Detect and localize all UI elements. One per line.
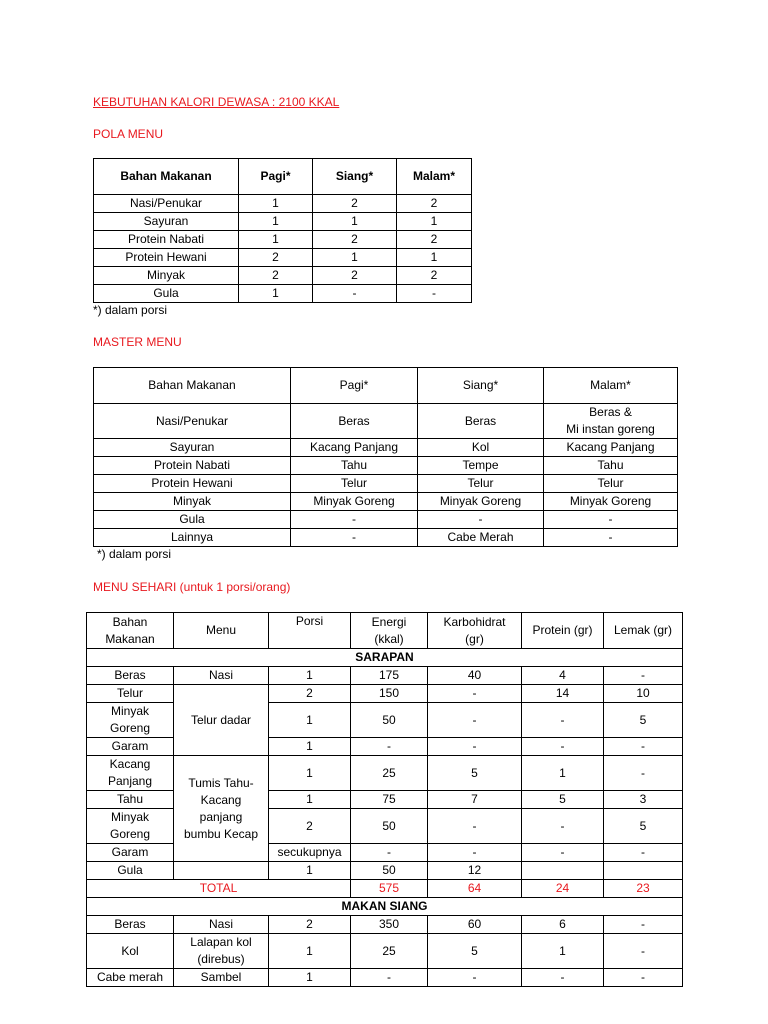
table-cell: 25 (351, 756, 428, 791)
table-cell: Tahu (291, 457, 418, 475)
calorie-heading: KEBUTUHAN KALORI DEWASA : 2100 KKAL (93, 95, 340, 109)
table-cell: 1 (269, 738, 351, 756)
table-cell: - (418, 511, 544, 529)
table-cell: 2 (313, 231, 397, 249)
header-cell: Siang* (313, 159, 397, 195)
table-cell: 5 (428, 756, 522, 791)
table-cell: Minyak Goreng (291, 493, 418, 511)
table-cell: - (522, 703, 604, 738)
table-cell: - (291, 529, 418, 547)
table-cell (87, 809, 174, 844)
table-cell: Minyak (94, 267, 239, 285)
table-cell: 1 (522, 934, 604, 969)
table-cell: - (428, 703, 522, 738)
cell-line: Panjang (107, 774, 153, 788)
header-line: (kkal) (374, 631, 404, 646)
table-row (94, 285, 472, 303)
table-cell: 50 (351, 809, 428, 844)
table-cell: 60 (428, 916, 522, 934)
header-cell: Menu (174, 613, 269, 649)
table-cell: 1 (522, 756, 604, 791)
table-cell: - (313, 285, 397, 303)
table-cell: 2 (397, 231, 472, 249)
table-cell: 2 (313, 195, 397, 213)
table-cell: Nasi/Penukar (94, 404, 291, 439)
table-cell: - (291, 511, 418, 529)
table-cell: Protein Nabati (94, 457, 291, 475)
menu-line: panjang (199, 809, 243, 824)
table-cell: Kacang Panjang (291, 439, 418, 457)
table-row (94, 404, 678, 439)
table-cell: Sayuran (94, 439, 291, 457)
table-cell: 75 (351, 791, 428, 809)
cell-line: Mi instan goreng (566, 422, 655, 436)
table-cell: - (604, 738, 683, 756)
table-cell: Tahu (544, 457, 678, 475)
table-cell: Tempe (418, 457, 544, 475)
header-cell: Lemak (gr) (604, 613, 683, 649)
header-cell: Malam* (544, 368, 678, 404)
header-cell: Pagi* (239, 159, 313, 195)
table-cell: - (428, 969, 522, 987)
menu-line: (direbus) (197, 952, 245, 966)
table-cell: - (604, 667, 683, 685)
table-cell: 1 (239, 213, 313, 231)
header-cell: Pagi* (291, 368, 418, 404)
pola-menu-heading: POLA MENU (93, 127, 164, 141)
table-cell: 1 (239, 231, 313, 249)
table-cell: Minyak Goreng (418, 493, 544, 511)
table-row (94, 267, 472, 285)
table-cell: 1 (239, 195, 313, 213)
menu-line: Lalapan kol (190, 935, 252, 949)
table-row (94, 457, 678, 475)
header-cell: Protein (gr) (522, 613, 604, 649)
table-row (87, 862, 683, 880)
table-cell: Kol (87, 934, 174, 969)
table-cell: - (604, 934, 683, 969)
header-cell: Siang* (418, 368, 544, 404)
table-row (87, 667, 683, 685)
table-row (94, 493, 678, 511)
header-line: Energi (371, 614, 407, 629)
table-cell: 2 (269, 685, 351, 703)
table-row (94, 195, 472, 213)
table-cell: 1 (397, 213, 472, 231)
pola-menu-table (93, 158, 472, 303)
menu-sehari-heading: MENU SEHARI (untuk 1 porsi/orang) (93, 580, 291, 594)
section-label-sarapan: SARAPAN (87, 649, 683, 667)
table-cell: - (544, 529, 678, 547)
table-cell: Tahu (87, 791, 174, 809)
header-cell: Bahan Makanan (94, 159, 239, 195)
table-cell: 5 (604, 703, 683, 738)
menu-line: bumbu Kecap (183, 826, 259, 841)
table-cell: Gula (87, 862, 174, 880)
table-cell: - (604, 969, 683, 987)
header-line: Makanan (105, 631, 155, 646)
table-cell: 5 (428, 934, 522, 969)
table-cell: 6 (522, 916, 604, 934)
table-cell: Kacang Panjang (544, 439, 678, 457)
table-cell: 7 (428, 791, 522, 809)
table-cell: Garam (87, 844, 174, 862)
table-cell: 5 (604, 809, 683, 844)
table-header-row (94, 368, 678, 404)
table-cell: 3 (604, 791, 683, 809)
cell-line: Kacang (109, 757, 151, 771)
table-cell: - (604, 756, 683, 791)
table-cell: - (351, 844, 428, 862)
table-cell: - (522, 969, 604, 987)
table-cell: - (428, 738, 522, 756)
table-cell (87, 703, 174, 738)
table-cell: 1 (269, 969, 351, 987)
table-row (87, 916, 683, 934)
section-row (87, 898, 683, 916)
table-cell: 1 (269, 791, 351, 809)
table-cell: Cabe Merah (418, 529, 544, 547)
table-cell: 4 (522, 667, 604, 685)
table-cell: 1 (313, 249, 397, 267)
table-cell: 1 (239, 285, 313, 303)
table-cell: 25 (351, 934, 428, 969)
table-header-row (94, 159, 472, 195)
cell-line: Goreng (109, 721, 151, 735)
cell-line: Beras & (589, 405, 632, 419)
table-cell (87, 756, 174, 791)
header-line: Bahan (112, 614, 148, 629)
table-cell: 2 (239, 249, 313, 267)
menu-cell (174, 756, 269, 862)
table-cell: 1 (269, 934, 351, 969)
table-cell: 2 (397, 195, 472, 213)
total-energi: 575 (351, 880, 428, 898)
table-cell: Garam (87, 738, 174, 756)
table-cell: 1 (269, 756, 351, 791)
menu-line: Tumis Tahu- (188, 775, 254, 790)
table-cell: Nasi/Penukar (94, 195, 239, 213)
table-cell (604, 862, 683, 880)
table-row (94, 249, 472, 267)
table-cell: 2 (239, 267, 313, 285)
table-cell: Protein Hewani (94, 475, 291, 493)
table-cell: Gula (94, 285, 239, 303)
cell-line: Minyak (110, 704, 149, 718)
table-cell: secukupnya (269, 844, 351, 862)
table-row (87, 756, 683, 791)
table-cell: Beras (418, 404, 544, 439)
table-cell: Beras (291, 404, 418, 439)
table-cell: 2 (269, 809, 351, 844)
master-menu-table (93, 367, 678, 547)
header-cell (351, 613, 428, 649)
table-cell: Telur (418, 475, 544, 493)
total-protein: 24 (522, 880, 604, 898)
master-footnote: *) dalam porsi (97, 547, 172, 561)
table-cell: - (397, 285, 472, 303)
header-cell (428, 613, 522, 649)
menu-cell: Nasi (174, 916, 269, 934)
table-cell: 50 (351, 862, 428, 880)
table-cell: - (522, 738, 604, 756)
header-cell: Malam* (397, 159, 472, 195)
table-cell: - (428, 809, 522, 844)
menu-cell: Telur dadar (174, 685, 269, 756)
table-header-row (87, 613, 683, 649)
cell-line: Minyak (110, 810, 149, 824)
menu-cell (174, 862, 269, 880)
table-cell: 2 (269, 916, 351, 934)
cell-line: Goreng (109, 827, 151, 841)
table-cell: 1 (269, 862, 351, 880)
table-cell: Protein Nabati (94, 231, 239, 249)
table-cell: 350 (351, 916, 428, 934)
section-label-makan-siang: MAKAN SIANG (87, 898, 683, 916)
total-karbo: 64 (428, 880, 522, 898)
table-cell: Kol (418, 439, 544, 457)
table-row (94, 475, 678, 493)
table-cell: 40 (428, 667, 522, 685)
table-cell: Telur (87, 685, 174, 703)
header-line: (gr) (465, 631, 484, 646)
table-row (94, 529, 678, 547)
table-cell: Sayuran (94, 213, 239, 231)
menu-sehari-table (86, 612, 683, 987)
menu-line: Kacang (200, 792, 242, 807)
table-cell: 1 (269, 667, 351, 685)
table-cell: - (544, 511, 678, 529)
table-cell: - (351, 969, 428, 987)
table-row (87, 934, 683, 969)
table-cell: 14 (522, 685, 604, 703)
table-row (94, 511, 678, 529)
table-row (87, 685, 683, 703)
section-row (87, 649, 683, 667)
table-cell: 50 (351, 703, 428, 738)
table-cell: 1 (269, 703, 351, 738)
table-cell: Telur (544, 475, 678, 493)
table-cell: 10 (604, 685, 683, 703)
table-cell: Gula (94, 511, 291, 529)
master-menu-heading: MASTER MENU (93, 335, 182, 349)
table-row (87, 969, 683, 987)
table-cell: 2 (313, 267, 397, 285)
table-cell (522, 862, 604, 880)
table-cell: 150 (351, 685, 428, 703)
table-row (94, 439, 678, 457)
table-cell: - (428, 844, 522, 862)
total-lemak: 23 (604, 880, 683, 898)
header-line: Karbohidrat (443, 614, 506, 629)
table-cell: Minyak (94, 493, 291, 511)
table-cell: 1 (397, 249, 472, 267)
table-cell: - (604, 844, 683, 862)
menu-cell (174, 934, 269, 969)
header-cell (87, 613, 174, 649)
total-label: TOTAL (87, 880, 351, 898)
header-cell: Bahan Makanan (94, 368, 291, 404)
table-cell: 175 (351, 667, 428, 685)
table-row (94, 213, 472, 231)
table-cell: 12 (428, 862, 522, 880)
table-cell: - (522, 809, 604, 844)
table-cell: Beras (87, 667, 174, 685)
header-cell: Porsi (269, 613, 351, 649)
menu-cell: Nasi (174, 667, 269, 685)
table-cell (544, 404, 678, 439)
table-cell: Telur (291, 475, 418, 493)
pola-footnote: *) dalam porsi (93, 303, 168, 317)
table-cell: Protein Hewani (94, 249, 239, 267)
table-cell: - (351, 738, 428, 756)
table-row (94, 231, 472, 249)
table-cell: 5 (522, 791, 604, 809)
table-cell: Lainnya (94, 529, 291, 547)
table-cell: - (522, 844, 604, 862)
table-cell: Minyak Goreng (544, 493, 678, 511)
menu-cell: Sambel (174, 969, 269, 987)
table-cell: 1 (313, 213, 397, 231)
table-cell: Beras (87, 916, 174, 934)
total-row (87, 880, 683, 898)
table-cell: - (604, 916, 683, 934)
table-cell: 2 (397, 267, 472, 285)
table-cell: Cabe merah (87, 969, 174, 987)
table-cell: - (428, 685, 522, 703)
